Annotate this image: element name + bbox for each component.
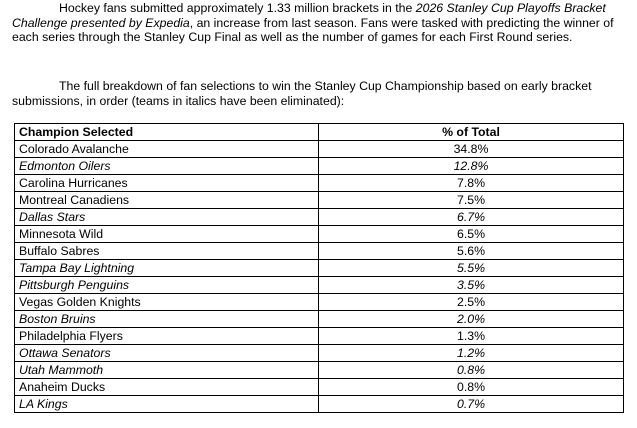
table-body — [15, 141, 624, 413]
table-row — [15, 209, 624, 226]
intro-paragraph-1 — [12, 1, 632, 45]
team-name-cell: Utah Mammoth — [15, 362, 319, 379]
team-name-cell: LA Kings — [15, 396, 319, 413]
table-row — [15, 396, 624, 413]
percent-cell: 12.8% — [319, 158, 624, 175]
percent-cell: 1.2% — [319, 345, 624, 362]
breakdown-description: The full breakdown of fan selections to win the Stanley Cup Championship based on early bracket submissions, in order (teams in italics have been eliminated): — [12, 79, 592, 108]
intro-text-end: , an increase from last season. Fans were tasked with predicting the winner of each series through the Stanley Cup Final as well as the number of games for each First Round series. — [12, 15, 614, 45]
team-name-cell: Colorado Avalanche — [15, 141, 319, 158]
table-row — [15, 141, 624, 158]
team-name-cell: Tampa Bay Lightning — [15, 260, 319, 277]
table-header-row — [15, 124, 624, 141]
percent-cell: 1.3% — [319, 328, 624, 345]
table-row — [15, 260, 624, 277]
team-name-cell: Carolina Hurricanes — [15, 175, 319, 192]
table-row — [15, 311, 624, 328]
team-name-cell: Dallas Stars — [15, 209, 319, 226]
team-name-cell: Pittsburgh Penguins — [15, 277, 319, 294]
percent-cell: 7.8% — [319, 175, 624, 192]
percent-cell: 5.6% — [319, 243, 624, 260]
percent-cell: 6.5% — [319, 226, 624, 243]
header-percent-of-total: % of Total — [319, 124, 624, 141]
percent-cell: 3.5% — [319, 277, 624, 294]
team-name-cell: Boston Bruins — [15, 311, 319, 328]
table-row — [15, 226, 624, 243]
percent-cell: 7.5% — [319, 192, 624, 209]
table-row — [15, 294, 624, 311]
table-row — [15, 362, 624, 379]
team-name-cell: Ottawa Senators — [15, 345, 319, 362]
champion-selection-table — [14, 123, 624, 413]
team-name-cell: Montreal Canadiens — [15, 192, 319, 209]
team-name-cell: Anaheim Ducks — [15, 379, 319, 396]
percent-cell: 0.8% — [319, 362, 624, 379]
table-row — [15, 345, 624, 362]
table-row — [15, 158, 624, 175]
table-row — [15, 277, 624, 294]
team-name-cell: Vegas Golden Knights — [15, 294, 319, 311]
bracket-challenge-name: 2026 Stanley Cup Playoffs Bracket Challenge presented by Expedia — [12, 1, 606, 30]
team-name-cell: Edmonton Oilers — [15, 158, 319, 175]
table-row — [15, 328, 624, 345]
table-row — [15, 175, 624, 192]
table-row — [15, 243, 624, 260]
percent-cell: 0.7% — [319, 396, 624, 413]
team-name-cell: Philadelphia Flyers — [15, 328, 319, 345]
team-name-cell: Minnesota Wild — [15, 226, 319, 243]
table-row — [15, 192, 624, 209]
percent-cell: 34.8% — [319, 141, 624, 158]
percent-cell: 0.8% — [319, 379, 624, 396]
intro-paragraph-2 — [12, 79, 632, 108]
percent-cell: 2.5% — [319, 294, 624, 311]
percent-cell: 5.5% — [319, 260, 624, 277]
percent-cell: 6.7% — [319, 209, 624, 226]
intro-text-start: Hockey fans submitted approximately 1.33 million brackets in the — [59, 1, 416, 15]
table-row — [15, 379, 624, 396]
percent-cell: 2.0% — [319, 311, 624, 328]
header-champion-selected: Champion Selected — [15, 124, 319, 141]
team-name-cell: Buffalo Sabres — [15, 243, 319, 260]
